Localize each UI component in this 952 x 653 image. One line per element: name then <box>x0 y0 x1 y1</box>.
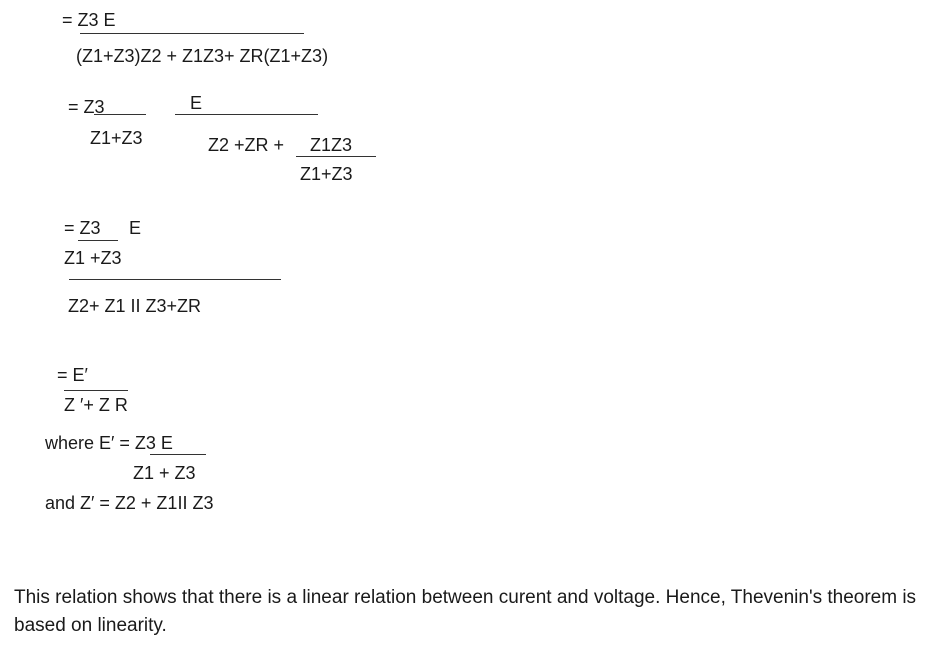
eq3-bottom: Z2+ Z1 II Z3+ZR <box>68 296 202 316</box>
eq2-right-fraction-bar <box>175 114 318 115</box>
eq3-top-numerator: = Z3 <box>64 218 101 238</box>
eq4-denominator: Z ′+ Z R <box>64 395 128 415</box>
eq1-fraction-bar <box>80 33 304 34</box>
eq3-top-fraction-bar <box>78 240 118 241</box>
eq2-inner-denominator: Z1+Z3 <box>300 164 353 184</box>
eq2-left-denominator: Z1+Z3 <box>90 128 143 148</box>
where-line3: and Z′ = Z2 + Z1II Z3 <box>45 493 214 513</box>
eq1-denominator: (Z1+Z3)Z2 + Z1Z3+ ZR(Z1+Z3) <box>76 46 329 66</box>
eq4-fraction-bar <box>64 390 128 391</box>
eq3-top-e: E <box>129 218 142 238</box>
eq4-numerator: = E′ <box>57 365 88 385</box>
eq2-right-denominator-text: Z2 +ZR + <box>208 135 285 155</box>
where-fraction-bar <box>150 454 206 455</box>
eq2-inner-fraction-bar <box>296 156 376 157</box>
where-line1: where E′ = Z3 E <box>45 433 173 453</box>
eq2-left-numerator: = Z3 <box>68 97 105 117</box>
eq1-numerator: = Z3 E <box>62 10 116 30</box>
eq3-main-fraction-bar <box>69 279 281 280</box>
eq2-left-fraction-bar <box>94 114 146 115</box>
eq2-inner-numerator: Z1Z3 <box>310 135 353 155</box>
where-line2: Z1 + Z3 <box>133 463 196 483</box>
eq3-top-denominator: Z1 +Z3 <box>64 248 122 268</box>
eq2-right-numerator: E <box>190 93 203 113</box>
conclusion-paragraph: This relation shows that there is a linear relation between curent and voltage. Hence, Thevenin's theorem is based on linearity. <box>14 587 917 636</box>
